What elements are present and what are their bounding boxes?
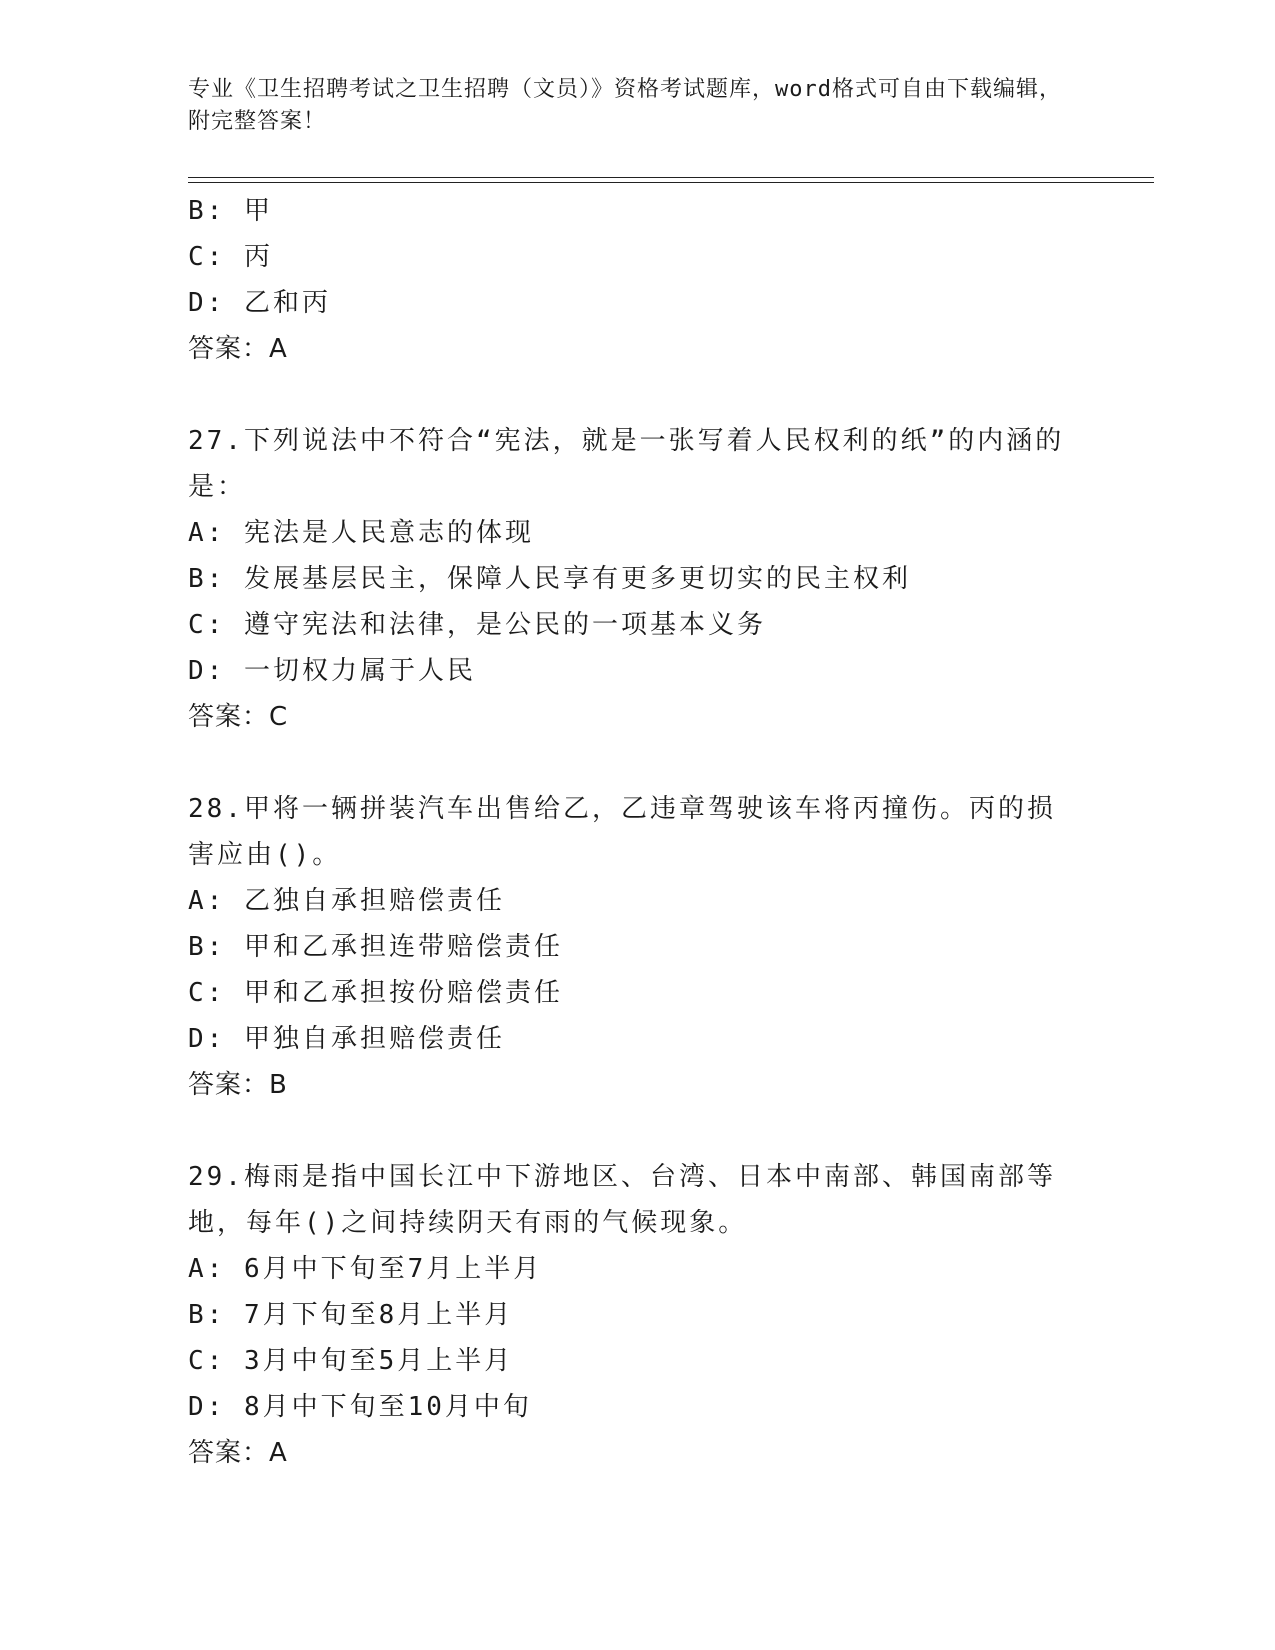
option-a: A: 6月中下旬至7月上半月 bbox=[188, 1254, 543, 1284]
option-c: C: 丙 bbox=[188, 242, 273, 272]
option-d: D: 8月中下旬至10月中旬 bbox=[188, 1392, 532, 1422]
spacer bbox=[188, 372, 1088, 418]
answer-line: 答案：A bbox=[188, 334, 288, 364]
question-28 bbox=[188, 786, 1088, 1108]
header-divider-bottom bbox=[188, 182, 1154, 183]
spacer bbox=[188, 1108, 1088, 1154]
option-d: D: 甲独自承担赔偿责任 bbox=[188, 1024, 505, 1054]
answer-line: 答案：B bbox=[188, 1070, 288, 1100]
option-b: B: 发展基层民主，保障人民享有更多更切实的民主权利 bbox=[188, 564, 911, 594]
option-b: B: 甲 bbox=[188, 196, 273, 226]
question-29 bbox=[188, 1154, 1088, 1476]
option-d: D: 乙和丙 bbox=[188, 288, 331, 318]
document-header: 专业《卫生招聘考试之卫生招聘（文员）》资格考试题库，word格式可自由下载编辑，附完整答案！ bbox=[188, 77, 1062, 134]
question-content bbox=[188, 188, 1088, 1476]
option-b: B: 甲和乙承担连带赔偿责任 bbox=[188, 932, 563, 962]
previous-question-tail bbox=[188, 188, 1088, 372]
option-a: A: 宪法是人民意志的体现 bbox=[188, 518, 534, 548]
option-d: D: 一切权力属于人民 bbox=[188, 656, 476, 686]
option-c: C: 3月中旬至5月上半月 bbox=[188, 1346, 514, 1376]
answer-line: 答案：C bbox=[188, 702, 289, 732]
answer-line: 答案：A bbox=[188, 1438, 288, 1468]
spacer bbox=[188, 740, 1088, 786]
header-divider-top bbox=[188, 177, 1154, 178]
option-c: C: 甲和乙承担按份赔偿责任 bbox=[188, 978, 563, 1008]
option-a: A: 乙独自承担赔偿责任 bbox=[188, 886, 505, 916]
question-27 bbox=[188, 418, 1088, 740]
option-b: B: 7月下旬至8月上半月 bbox=[188, 1300, 514, 1330]
question-stem: 27.下列说法中不符合“宪法，就是一张写着人民权利的纸”的内涵的是： bbox=[188, 426, 1065, 502]
question-stem: 28.甲将一辆拼装汽车出售给乙，乙违章驾驶该车将丙撞伤。丙的损害应由()。 bbox=[188, 794, 1056, 870]
question-stem: 29.梅雨是指中国长江中下游地区、台湾、日本中南部、韩国南部等地，每年()之间持续阴天有雨的气候现象。 bbox=[188, 1162, 1056, 1238]
option-c: C: 遵守宪法和法律，是公民的一项基本义务 bbox=[188, 610, 766, 640]
